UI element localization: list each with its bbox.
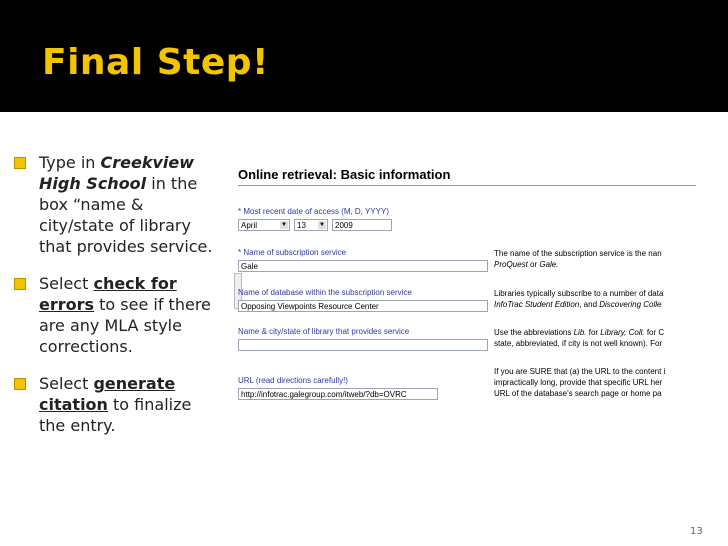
bullet-list	[12, 152, 222, 452]
citation-form-screenshot	[228, 160, 698, 412]
subscription-help: The name of the subscription service is the nan ProQuest or Gale.	[494, 249, 662, 269]
url-help: If you are SURE that (a) the URL to the content i impractically long, provide that specific URL her URL of the database's search page or home pa	[494, 367, 666, 398]
bullet-item-3: Select generate citation to finalize the entry.	[12, 373, 222, 436]
month-select[interactable]: April ▼	[238, 219, 290, 231]
chevron-down-icon: ▼	[319, 222, 325, 228]
day-select[interactable]: 13 ▼	[294, 219, 328, 231]
year-input[interactable]: 2009	[332, 219, 392, 231]
bullet-emphasis: Creekview High School	[39, 153, 195, 193]
database-label: Name of database within the subscription service	[238, 288, 412, 297]
library-input[interactable]	[238, 339, 488, 351]
form-title: Online retrieval: Basic information	[238, 167, 451, 182]
chevron-down-icon: ▼	[281, 222, 287, 228]
bullet-item-1: Type in Creekview High School in the box “name & city/state of library that provides service.	[12, 152, 222, 257]
url-input[interactable]: http://infotrac.galegroup.com/itweb/?db=OVRC	[238, 388, 438, 400]
database-help: Libraries typically subscribe to a number of data InfoTrac Student Edition, and Discovering Colle	[494, 289, 664, 309]
slide-title: Final Step!	[42, 42, 269, 83]
access-date-label: * Most recent date of access (M, D, YYYY)	[238, 207, 390, 216]
bullet-marker-icon	[14, 157, 26, 169]
database-input[interactable]: Opposing Viewpoints Resource Center	[238, 300, 488, 312]
library-help: Use the abbreviations Lib. for Library, Coll. for C state, abbreviated, if city is not well known). For	[494, 328, 665, 348]
library-label: Name & city/state of library that provides service	[238, 327, 410, 336]
subscription-input[interactable]: Gale	[238, 260, 488, 272]
divider	[238, 185, 696, 186]
bullet-item-2: Select check for errors to see if there are any MLA style corrections.	[12, 273, 222, 357]
title-bar	[0, 0, 728, 112]
bullet-emphasis: generate citation	[39, 374, 176, 414]
page-number: 13	[690, 526, 703, 537]
url-label: URL (read directions carefully!)	[238, 376, 348, 385]
bullet-marker-icon	[14, 278, 26, 290]
bullet-marker-icon	[14, 378, 26, 390]
subscription-label: * Name of subscription service	[238, 248, 347, 257]
bullet-emphasis: check for errors	[39, 274, 177, 314]
